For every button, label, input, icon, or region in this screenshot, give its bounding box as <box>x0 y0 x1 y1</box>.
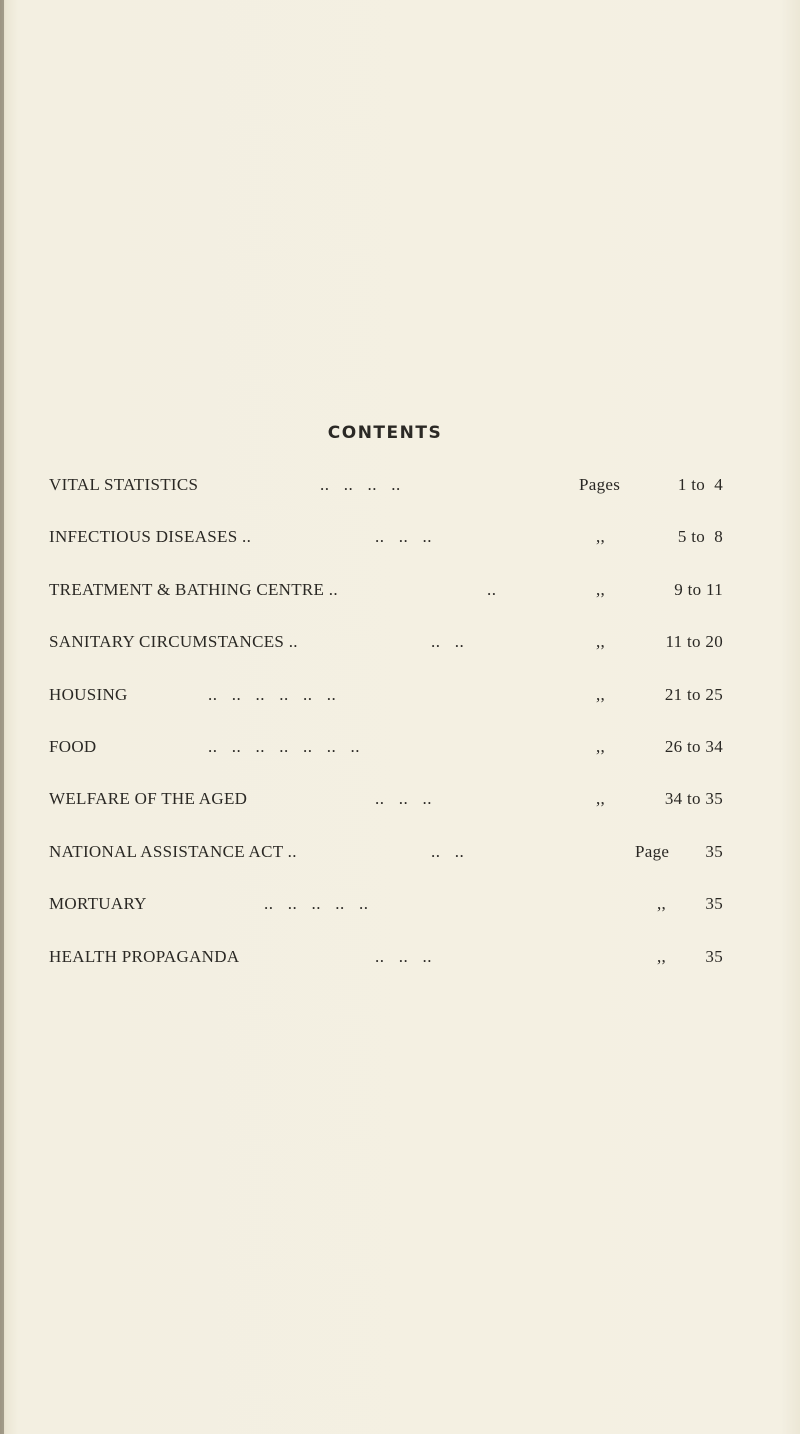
toc-dot-leader: .. .. .. .. <box>320 475 401 494</box>
toc-page-range: 35 <box>705 841 723 861</box>
toc-dot-leader: .. .. <box>431 841 465 861</box>
toc-page-prefix: Page <box>635 841 670 861</box>
toc-entry-label: WELFARE OF THE AGED <box>49 789 248 809</box>
toc-entry-treatment-bathing-centre <box>49 579 729 631</box>
toc-entry-national-assistance-act <box>49 841 729 893</box>
toc-dot-leader: .. .. .. <box>375 789 432 809</box>
toc-page-range: 11 to 20 <box>665 632 723 652</box>
toc-page-range: 26 to 34 <box>664 736 723 756</box>
toc-dot-leader: .. .. .. <box>375 946 432 966</box>
toc-page-prefix: ,, <box>596 527 606 547</box>
toc-page-prefix: ,, <box>596 579 606 599</box>
toc-page-range: 21 to 25 <box>664 684 723 704</box>
toc-entry-label: TREATMENT & BATHING CENTRE .. <box>49 579 338 599</box>
toc-page-prefix: ,, <box>657 946 667 966</box>
toc-entry-label: SANITARY CIRCUMSTANCES .. <box>49 632 298 652</box>
toc-page-prefix: ,, <box>596 632 606 652</box>
toc-dot-leader: .. .. .. .. .. .. <box>208 684 337 704</box>
page-binding-edge <box>0 0 4 1434</box>
toc-entry-label: VITAL STATISTICS <box>49 475 199 494</box>
toc-entry-infectious-diseases <box>49 526 729 578</box>
toc-page-prefix: ,, <box>596 736 606 756</box>
toc-entry-label: MORTUARY <box>49 894 147 914</box>
toc-page-prefix: ,, <box>596 789 606 809</box>
toc-dot-leader: .. <box>487 579 497 599</box>
toc-entry-label: HOUSING <box>49 684 128 704</box>
toc-dot-leader: .. .. <box>431 632 465 652</box>
toc-entry-mortuary <box>49 893 729 945</box>
toc-entry-sanitary-circumstances <box>49 631 729 683</box>
toc-page-range: 9 to 11 <box>674 579 723 599</box>
toc-entry-housing <box>49 684 729 736</box>
table-of-contents <box>49 474 729 998</box>
toc-dot-leader: .. .. .. .. .. <box>264 894 369 914</box>
toc-entry-vital-statistics <box>49 474 729 526</box>
toc-page-range: 34 to 35 <box>664 789 723 809</box>
toc-page-range: 1 to 4 <box>677 475 723 494</box>
toc-entry-health-propaganda <box>49 946 729 998</box>
toc-entry-label: FOOD <box>49 736 97 756</box>
toc-dot-leader: .. .. .. <box>375 527 432 547</box>
toc-page-prefix: Pages <box>579 475 621 494</box>
toc-entry-label: NATIONAL ASSISTANCE ACT .. <box>49 841 297 861</box>
toc-entry-food <box>49 736 729 788</box>
toc-entry-welfare-of-the-aged <box>49 788 729 840</box>
toc-entry-label: INFECTIOUS DISEASES .. <box>49 527 252 547</box>
toc-page-range: 35 <box>705 894 723 914</box>
toc-page-prefix: ,, <box>657 894 667 914</box>
toc-entry-label: HEALTH PROPAGANDA <box>49 946 240 966</box>
toc-page-range: 5 to 8 <box>677 527 723 547</box>
page-title: CONTENTS <box>327 423 443 443</box>
toc-page-prefix: ,, <box>596 684 606 704</box>
toc-dot-leader: .. .. .. .. .. .. .. <box>208 736 360 756</box>
toc-page-range: 35 <box>705 946 723 966</box>
